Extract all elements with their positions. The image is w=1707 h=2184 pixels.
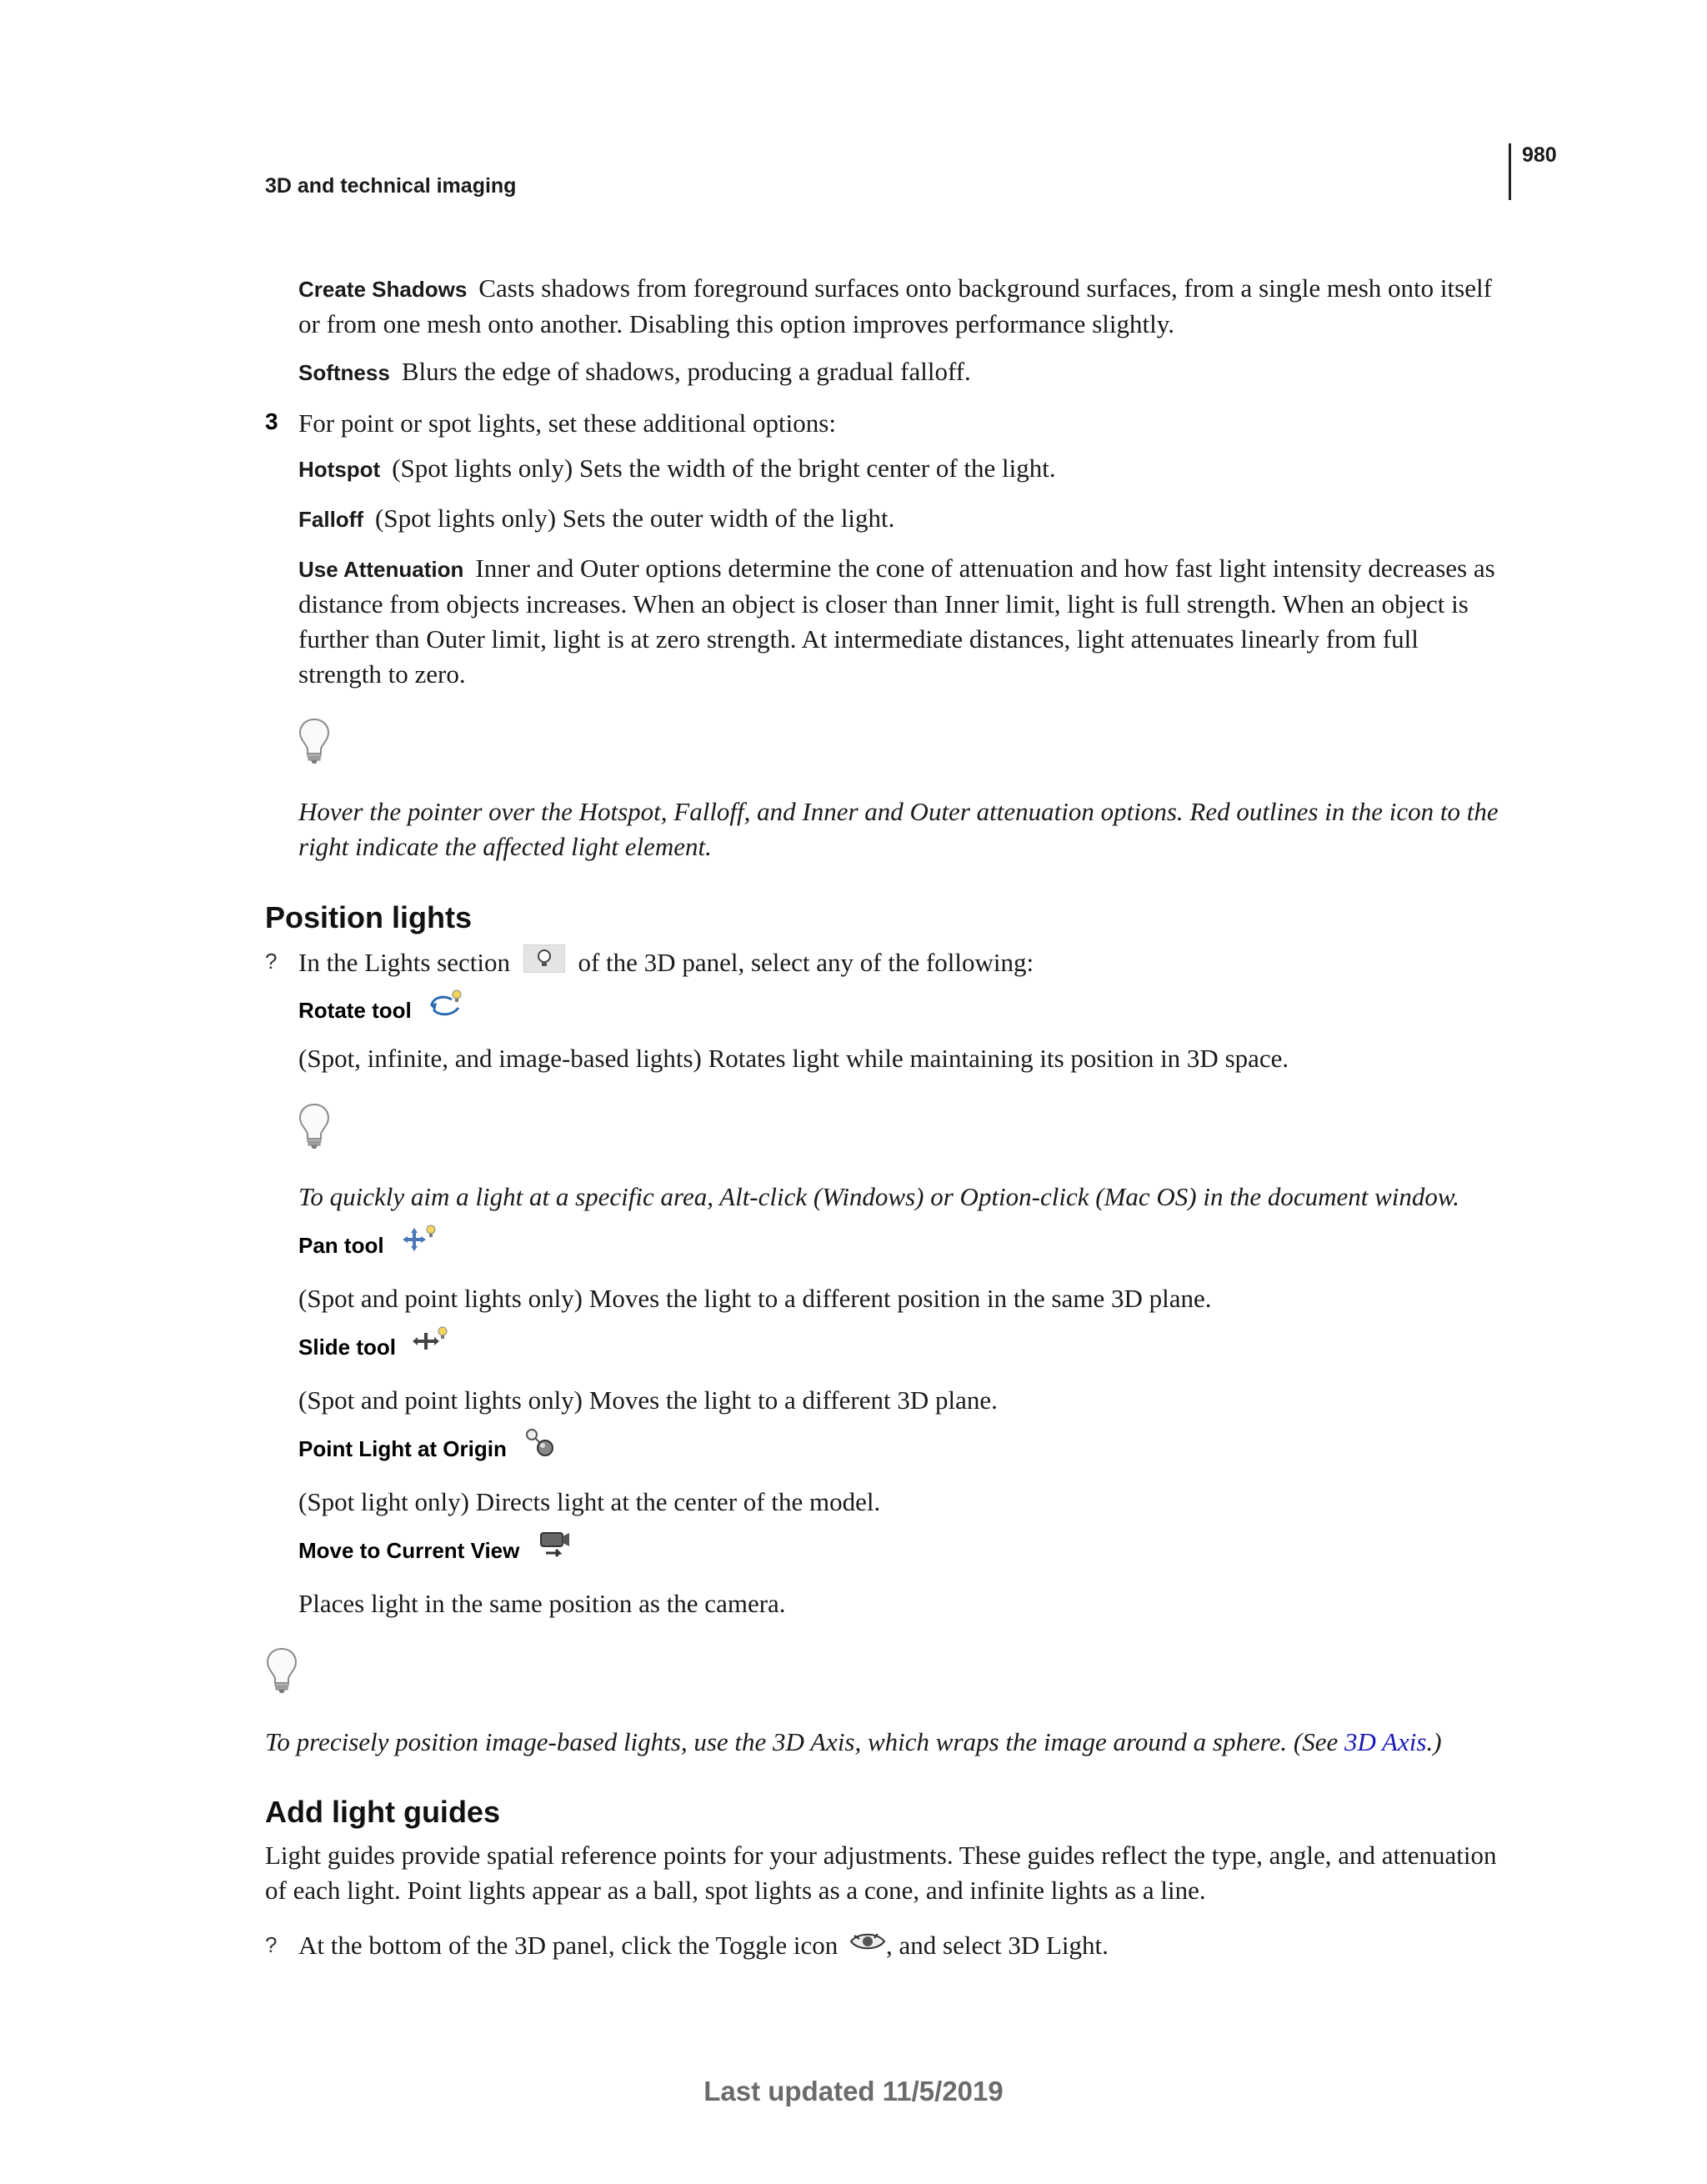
step-number: 3 [265,408,278,434]
option-falloff [298,501,1507,537]
tool-description: (Spot and point lights only) Moves the light to a different 3D plane. [298,1385,998,1415]
option-description: Inner and Outer options determine the cone of attenuation and how fast light intensity decreases as distance from objects increases. When an object is closer than Inner limit, light is full strength. When an object is further than Outer limit, light is at zero strength. At intermediate distances, light attenuates linearly from full strength to zero. [298,554,1495,689]
step-text-after: , and select 3D Light. [886,1931,1109,1960]
step-text [298,1928,1507,1963]
tool-term: Point Light at Origin [298,1436,507,1461]
option-description: Blurs the edge of shadows, producing a gradual falloff. [401,357,971,386]
point-light-origin-icon [522,1426,560,1460]
3d-axis-link[interactable]: 3D Axis [1344,1727,1427,1756]
tool-description: Places light in the same position as the camera. [298,1589,786,1618]
move-to-view-icon [534,1528,573,1561]
option-create-shadows [298,271,1507,342]
option-description: Casts shadows from foreground surfaces onto background surfaces, from a single mesh onto itself or from one mesh onto another. Disabling this option improves performance slightly. [298,273,1492,338]
step-text-before: At the bottom of the 3D panel, click the Toggle icon [298,1931,838,1960]
tool-term: Slide tool [298,1335,396,1360]
lightbulb-tip-icon [265,1646,298,1695]
tip-text-before: To precisely position image-based lights, use the 3D Axis, which wraps the image around a sphere. (See [265,1727,1344,1756]
option-term: Use Attenuation [298,557,464,582]
option-use-attenuation [298,551,1507,692]
section-heading-add-light-guides: Add light guides [265,1795,500,1829]
bullet-marker: ? [265,1932,278,1957]
tool-move-to-current-view [298,1528,573,1564]
tool-term: Pan tool [298,1233,384,1258]
running-header: 3D and technical imaging [265,174,517,198]
section-heading-position-lights: Position lights [265,900,472,934]
option-term: Hotspot [298,457,381,482]
intro-after: of the 3D panel, select any of the following: [578,948,1034,977]
page-number-rule [1509,143,1511,200]
tip-text [265,1725,1515,1760]
tip-text: Hover the pointer over the Hotspot, Falloff, and Inner and Outer attenuation options. Red outlines in the icon to the right indicate the affected light element. [298,797,1499,861]
tool-term: Rotate tool [298,998,412,1023]
option-description: (Spot lights only) Sets the width of the bright center of the light. [392,453,1056,483]
tool-description: (Spot and point lights only) Moves the light to a different position in the same 3D plane. [298,1284,1212,1313]
intro-before: In the Lights section [298,948,510,977]
tool-term: Move to Current View [298,1538,520,1563]
tool-point-light-at-origin [298,1426,560,1462]
option-term: Create Shadows [298,277,468,302]
tool-slide [298,1325,449,1360]
option-term: Falloff [298,507,363,532]
slide-light-icon [411,1325,449,1358]
step-text [298,944,1507,980]
tool-rotate [298,988,465,1024]
pan-light-icon [399,1223,438,1256]
step-text: For point or spot lights, set these additional options: [298,408,836,438]
tool-description: (Spot light only) Directs light at the center of the model. [298,1487,881,1516]
tip-text-after: .) [1426,1727,1442,1756]
option-softness [298,354,1507,390]
lightbulb-tip-icon [298,717,331,765]
option-term: Softness [298,360,390,385]
tool-description: (Spot, infinite, and image-based lights) Rotates light while maintaining its position in 3D space. [298,1044,1289,1073]
lightbulb-tip-icon [298,1102,331,1150]
footer-last-updated: Last updated 11/5/2019 [703,2076,1004,2106]
toggle-eye-icon [849,1931,886,1952]
tip-text: To quickly aim a light at a specific area, Alt-click (Windows) or Option-click (Mac OS) in the document window. [298,1182,1460,1211]
paragraph: Light guides provide spatial reference points for your adjustments. These guides reflect the type, angle, and attenuation of each light. Point lights appear as a ball, spot lights as a cone, and infinite lights as a line. [265,1841,1497,1905]
bullet-marker: ? [265,949,278,974]
page-number: 980 [1522,143,1557,167]
option-hotspot [298,451,1507,487]
rotate-light-icon [427,988,465,1021]
option-description: (Spot lights only) Sets the outer width of the light. [375,503,895,533]
lights-section-icon [523,944,565,973]
tool-pan [298,1223,438,1259]
